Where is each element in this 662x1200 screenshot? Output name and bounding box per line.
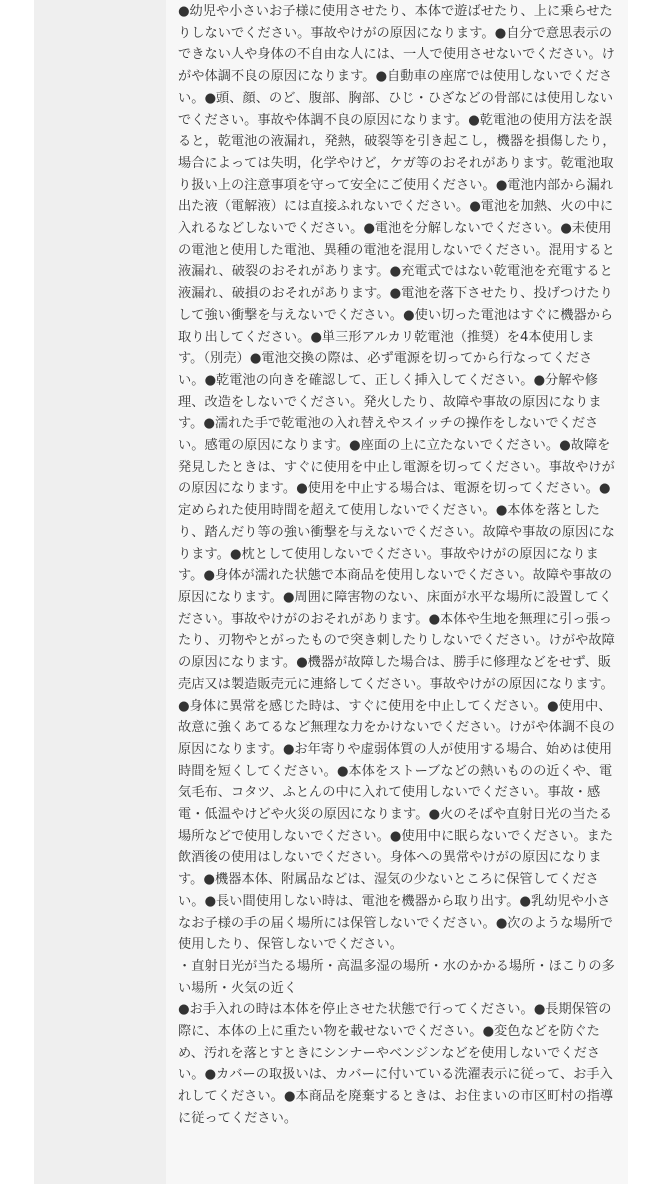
- right-margin: [628, 0, 662, 1184]
- left-gray-panel: [34, 0, 166, 1184]
- caution-text-panel: [166, 0, 628, 1184]
- maintenance-paragraph: ●お手入れの時は本体を停止させた状態で行ってください。●長期保管の際に、本体の上に重たい物を載せないでください。●変色などを防ぐため、汚れを落とすときにシンナーやベンジンなどを使用しないでください。●カバーの取扱いは、カバーに付いている洗濯表示に従って、お手入れしてください。●本商品を廃棄するときは、お住まいの市区町村の指導に従ってください。: [178, 1002, 614, 1126]
- bottom-margin: [0, 1184, 662, 1200]
- storage-locations-paragraph: ・直射日光が当たる場所・高温多湿の場所・水のかかる場所・ほこりの多い場所・火気の近く: [178, 958, 615, 996]
- caution-paragraph: ●幼児や小さいお子様に使用させたり、本体で遊ばせたり、上に乗らせたりしないでください。事故やけがの原因になります。●自分で意思表示のできない人や身体の不自由な人には、一人で使用させないでください。けがや体調不良の原因になります。●自動車の座席では使用しないでください。●頭、顔、のど、腹部、胸部、ひじ・ひざなどの骨部には使用しないでください。事故や体調不良の原因になります。●乾電池の使用方法を誤ると，乾電池の液漏れ，発熱，破裂等を引き起こし，機器を損傷したり，場合によっては失明，化学やけど，ケガ等のおそれがあります。乾電池取り扱い上の注意事項を守って安全にご使用ください。●電池内部から漏れ出た液（電解液）には直接ふれないでください。●電池を加熱、火の中に入れるなどしないでください。●電池を分解しないでください。●未使用の電池と使用した電池、異種の電池を混用しないでください。混用すると液漏れ、破裂のおそれがあります。●充電式ではない乾電池を充電すると液漏れ、破損のおそれがあります。●電池を落下させたり、投げつけたりして強い衝撃を与えないでください。●使い切った電池はすぐに機器から取り出してください。●単三形アルカリ乾電池（推奨）を4本使用します。（別売）●電池交換の際は、必ず電源を切ってから行なってください。●乾電池の向きを確認して、正しく挿入してください。●分解や修理、改造をしないでください。発火したり、故障や事故の原因になります。●濡れた手で乾電池の入れ替えやスイッチの操作をしないでください。感電の原因になります。●座面の上に立たないでください。●故障を発見したときは、すぐに使用を中止し電源を切ってください。事故やけがの原因になります。●使用を中止する場合は、電源を切ってください。●定められた使用時間を超えて使用しないでください。●本体を落としたり、踏んだり等の強い衝撃を与えないでください。故障や事故の原因になります。●枕として使用しないでください。事故やけがの原因になります。●身体が濡れた状態で本商品を使用しないでください。故障や事故の原因になります。●周囲に障害物のない、床面が水平な場所に設置してください。事故やけがのおそれがあります。●本体や生地を無理に引っ張ったり、刃物やとがったもので突き刺したりしないでください。けがや故障の原因になります。●機器が故障した場合は、勝手に修理などをせず、販売店又は製造販売元に連絡してください。事故やけがの原因になります。●身体に異常を感じた時は、すぐに使用を中止してください。●使用中、故意に強くあてるなど無理な力をかけないでください。けがや体調不良の原因になります。●お年寄りや虚弱体質の人が使用する場合、始めは使用時間を短くしてください。●本体をストーブなどの熱いものの近くや、電気毛布、コタツ、ふとんの中に入れて使用しないでください。事故・感電・低温やけどや火災の原因になります。●火のそばや直射日光の当たる場所などで使用しないでください。●使用中に眠らないでください。また飲酒後の使用はしないでください。身体への異常やけがの原因になります。●機器本体、附属品などは、湿気の少ないところに保管してください。●長い間使用しない時は、電池を機器から取り出す。●乳幼児や小さなお子様の手の届く場所には保管しないでください。●次のような場所で使用したり、保管しないでください。: [178, 4, 616, 953]
